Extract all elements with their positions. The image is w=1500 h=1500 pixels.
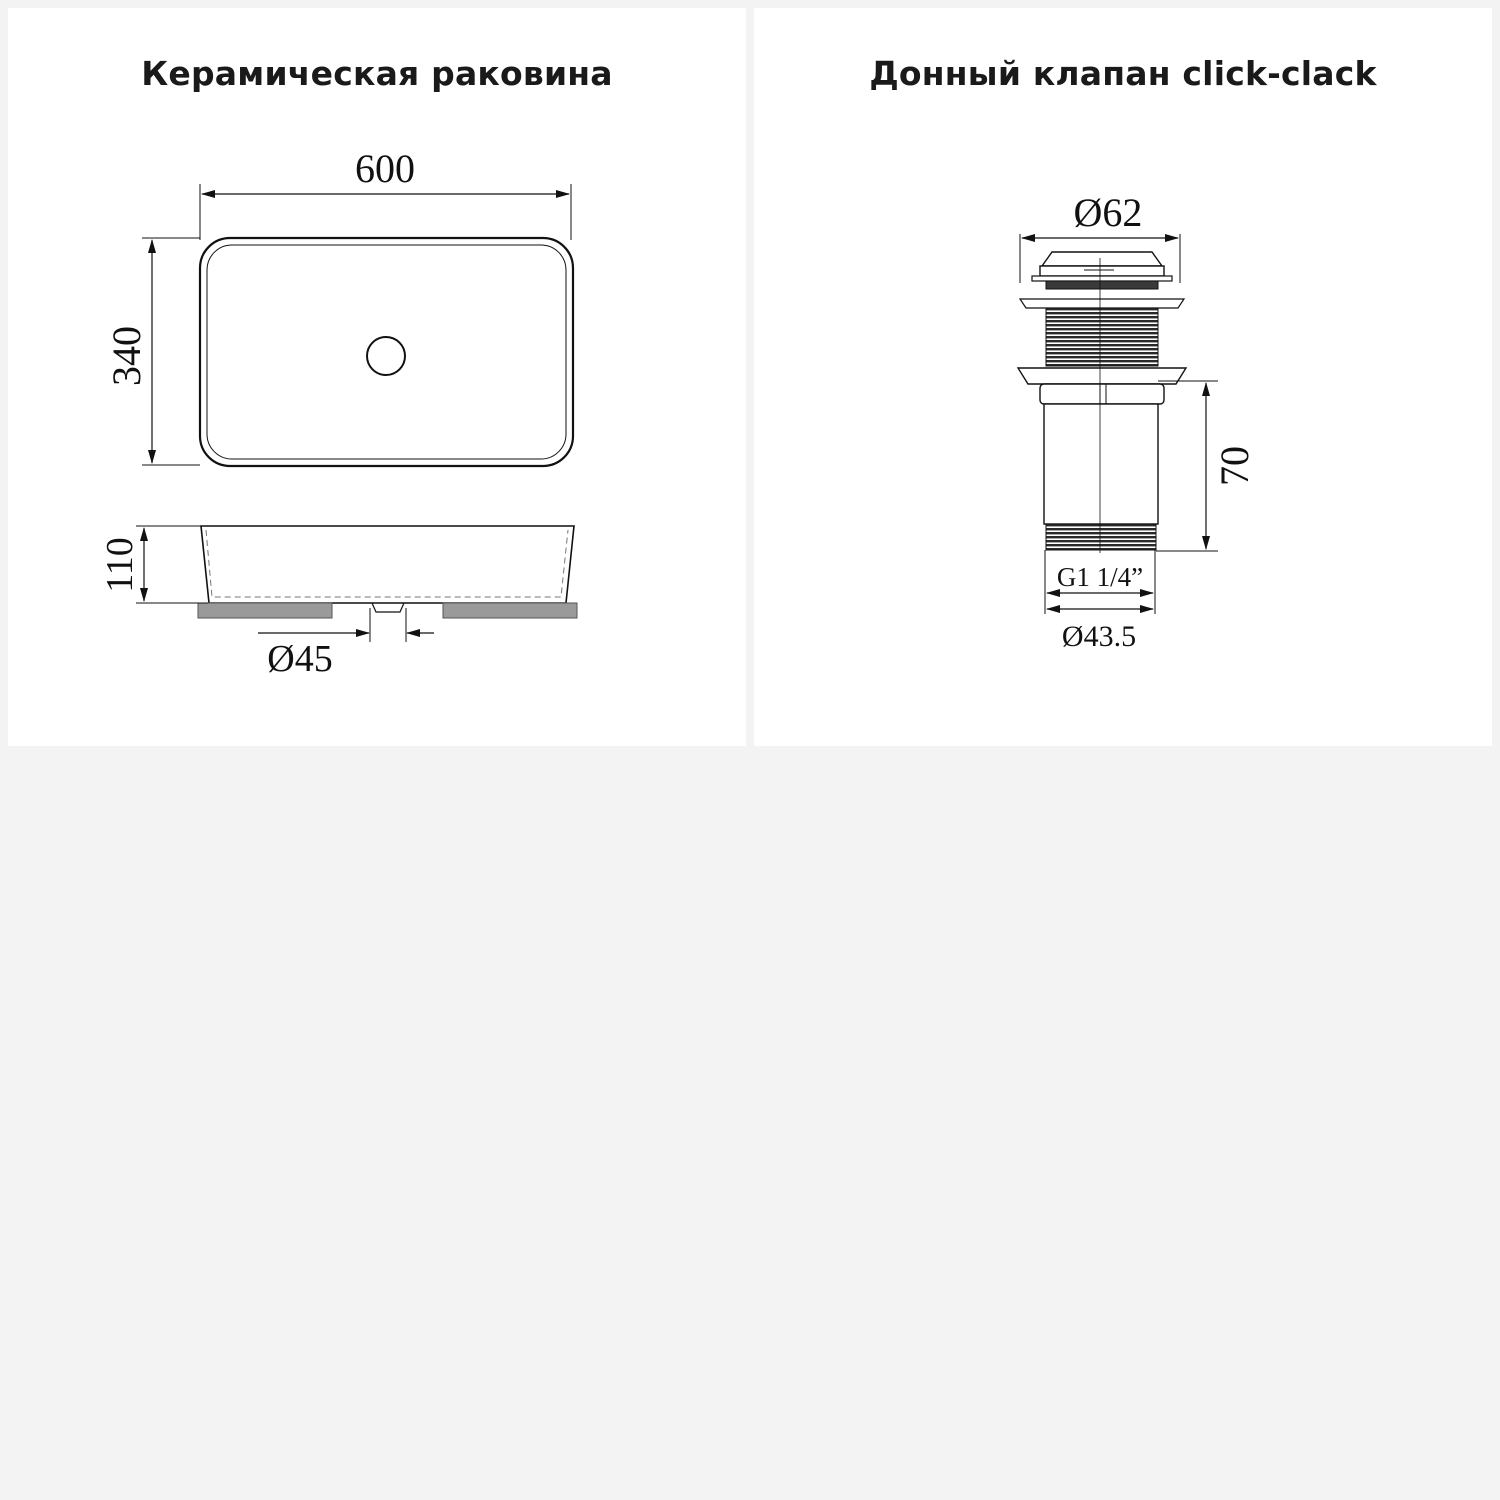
depth-dimension bbox=[104, 238, 200, 465]
width-dimension bbox=[200, 146, 571, 240]
body-diameter-dimension bbox=[1045, 550, 1155, 653]
countertop-left bbox=[198, 603, 332, 618]
height-dimension-label: 110 bbox=[99, 537, 141, 593]
height-dimension bbox=[99, 526, 208, 603]
drain-hole-top bbox=[367, 337, 405, 375]
countertop-right bbox=[443, 603, 577, 618]
drain-dimension-label: Ø45 bbox=[267, 638, 333, 680]
sink-drawing bbox=[8, 8, 746, 746]
thread-length-label: 70 bbox=[1212, 446, 1257, 486]
valve-panel bbox=[754, 8, 1492, 746]
sink-panel-title: Керамическая раковина bbox=[141, 54, 613, 93]
cap-diameter-label: Ø62 bbox=[1073, 190, 1143, 235]
width-dimension-label: 600 bbox=[355, 146, 415, 191]
sink-side-view bbox=[198, 526, 577, 618]
thread-length-dimension bbox=[1156, 381, 1257, 551]
thread-spec-label: G1 1/4” bbox=[1056, 562, 1144, 592]
valve-panel-title: Донный клапан click-clack bbox=[869, 54, 1377, 93]
valve-drawing bbox=[754, 8, 1492, 746]
depth-dimension-label: 340 bbox=[104, 326, 149, 386]
body-diameter-label: Ø43.5 bbox=[1061, 620, 1137, 653]
sink-panel bbox=[8, 8, 746, 746]
valve-body bbox=[1018, 252, 1186, 553]
drain-dimension bbox=[258, 608, 434, 680]
sink-top-view bbox=[200, 238, 573, 466]
